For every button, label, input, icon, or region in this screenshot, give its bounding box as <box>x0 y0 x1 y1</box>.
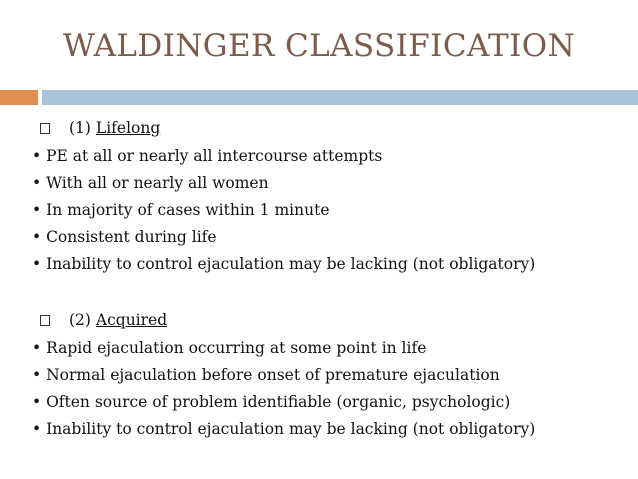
checkbox-bullet-icon <box>40 123 50 134</box>
section-name: Acquired <box>95 311 168 329</box>
list-item: • PE at all or nearly all intercourse attempts <box>32 147 383 165</box>
list-item: • Rapid ejaculation occurring at some point in life <box>32 339 427 357</box>
list-item: • Consistent during life <box>32 228 217 246</box>
list-item: • Often source of problem identifiable (organic, psychologic) <box>32 393 511 411</box>
list-item: • With all or nearly all women <box>32 174 269 192</box>
section-number: (1) <box>69 119 91 137</box>
section-heading-acquired <box>40 310 167 330</box>
list-item: • Inability to control ejaculation may be lacking (not obligatory) <box>32 255 536 273</box>
section-heading-lifelong <box>40 118 160 138</box>
list-item: • Normal ejaculation before onset of premature ejaculation <box>32 366 500 384</box>
list-item: • In majority of cases within 1 minute <box>32 201 330 219</box>
section-number: (2) <box>69 311 91 329</box>
accent-bar-right <box>42 90 638 105</box>
section-name: Lifelong <box>95 119 161 137</box>
accent-bar-left <box>0 90 38 105</box>
checkbox-bullet-icon <box>40 315 50 326</box>
slide-title: WALDINGER CLASSIFICATION <box>62 28 576 64</box>
list-item: • Inability to control ejaculation may be lacking (not obligatory) <box>32 420 536 438</box>
